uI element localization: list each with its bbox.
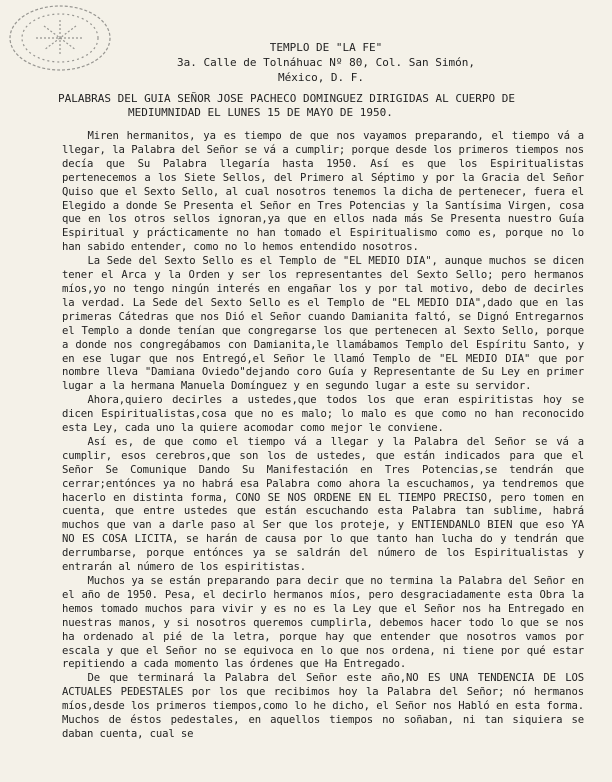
paragraph: De que terminará la Palabra del Señor este año,NO ES UNA TENDENCIA DE LOS ACTUALES PEDESTALES por los que recibimos hoy la Palabra del Señor; nó hermanos míos,desde los primeros tiempos,como lo he dicho, el Señor nos Habló en esta forma. Muchos de éstos pedestales, en aquellos tiempos no soñaban, ni tan siquiera se daban cuenta, cual se xyxy=(62,672,584,740)
paragraph: Ahora,quiero decirles a ustedes,que todos los que eran espiritistas hoy se dicen Espiritualistas,cosa que no es malo; lo malo es que como no han reconocido esta Ley, cada uno la quiere acomodar como mejor le conviene. xyxy=(62,394,584,435)
temple-title: TEMPLO DE "LA FE" xyxy=(269,41,383,54)
document-header xyxy=(0,40,612,85)
city-line: México, D. F. xyxy=(277,71,365,84)
document-subtitle xyxy=(58,92,602,120)
paragraph: Miren hermanitos, ya es tiempo de que nos vayamos preparando, el tiempo vá a llegar, la Palabra del Señor se vá a cumplir; porque desde los primeros tiempos nos decía que Su Palabra llegaría hasta 1950. Así es que los Espiritualistas pertenecemos a los Siete Sellos, del Primero al Séptimo y por la Gracia del Señor Quiso que el Sexto Sello, al cual nosotros tenemos la dicha de pertenecer, fuera el Elegido a donde Se Presenta el Señor en Tres Potencias y la Santísima Virgen, cosa que en los otros sellos ignoran,ya que en ellos nada más Se Presenta nuestro Guía Espiritual y prácticamente no han tomado el Espiritualismo como es, porque no lo han sabido entender, como no lo hemos entendido nosotros. xyxy=(62,130,584,254)
subtitle-line-1: PALABRAS DEL GUIA SEÑOR JOSE PACHECO DOMINGUEZ DIRIGIDAS AL CUERPO DE xyxy=(58,92,515,105)
paragraph: Así es, de que como el tiempo vá a llegar y la Palabra del Señor se vá a cumplir, esos cerebros,que son los de ustedes, que están indicados para que el Señor Se Comunique Dando Su Manifestación en Tres Potencias,se tendrán que cerrar;entónces ya no habrá esa Palabra como ahora la escuchamos, ya tendremos que hacerlo en distinta forma, CONO SE NOS ORDENE EN EL TIEMPO PRECISO, pero tomen en cuenta, que entre ustedes que están escuchando esta Palabra tan sublime, habrá muchos que van a darle paso al Ser que los proteje, y ENTIENDANLO BIEN que eso YA NO ES COSA LICITA, se harán de causa por lo que tanto han lucha do y tendrán que derrumbarse, porque entónces ya se saldrán del número de los Espiritualistas y entrarán al número de los espiritistas. xyxy=(62,435,584,574)
paragraph: La Sede del Sexto Sello es el Templo de "EL MEDIO DIA", aunque muchos se dicen tener el Arca y la Orden y ser los representantes del Sexto Sello; pero hermanos míos,yo no tengo ningún interés en engañar los y por tal motivo, debo de decirles la verdad. La Sede del Sexto Sello es el Templo de "EL MEDIO DIA",dado que en las primeras Cátedras que nos Dió el Señor cuando Damianita faltó, se Dignó Entregarnos el Templo a donde tenían que congregarse los que pertenecen al Sexto Sello, porque a donde nos congregábamos con Damianita,le llamábamos Templo del Espíritu Santo, y en ese lugar que nos Entregó,el Señor le llamó Templo de "EL MEDIO DIA" que por nombre lleva "Damiana Oviedo"dejando coro Guía y Representante de Su Ley en primer lugar a la hermana Manuela Domínguez y en segundo lugar a este su servidor. xyxy=(62,255,584,393)
paragraph: Muchos ya se están preparando para decir que no termina la Palabra del Señor en el año de 1950. Pesa, el decirlo hermanos míos, pero desgraciadamente esta Obra la hemos tomado muchos para vivir y es no es la Ley que el Señor nos ha Entregado en nuestras manos, y si nosotros queremos cumplirla, debemos hacer todo lo que se nos ha ordenado al pié de la letra, porque hay que entender que nosotros vamos por escala y que el Señor no se equivoca en lo que nos ordena, ni tiene por qué estar repitiendo a cada momento las órdenes que Ha Entregado. xyxy=(62,575,584,671)
address-line: 3a. Calle de Tolnáhuac Nº 80, Col. San Simón, xyxy=(176,56,475,69)
document-body xyxy=(62,130,584,742)
subtitle-line-2: MEDIUMNIDAD EL LUNES 15 DE MAYO DE 1950. xyxy=(128,106,393,119)
